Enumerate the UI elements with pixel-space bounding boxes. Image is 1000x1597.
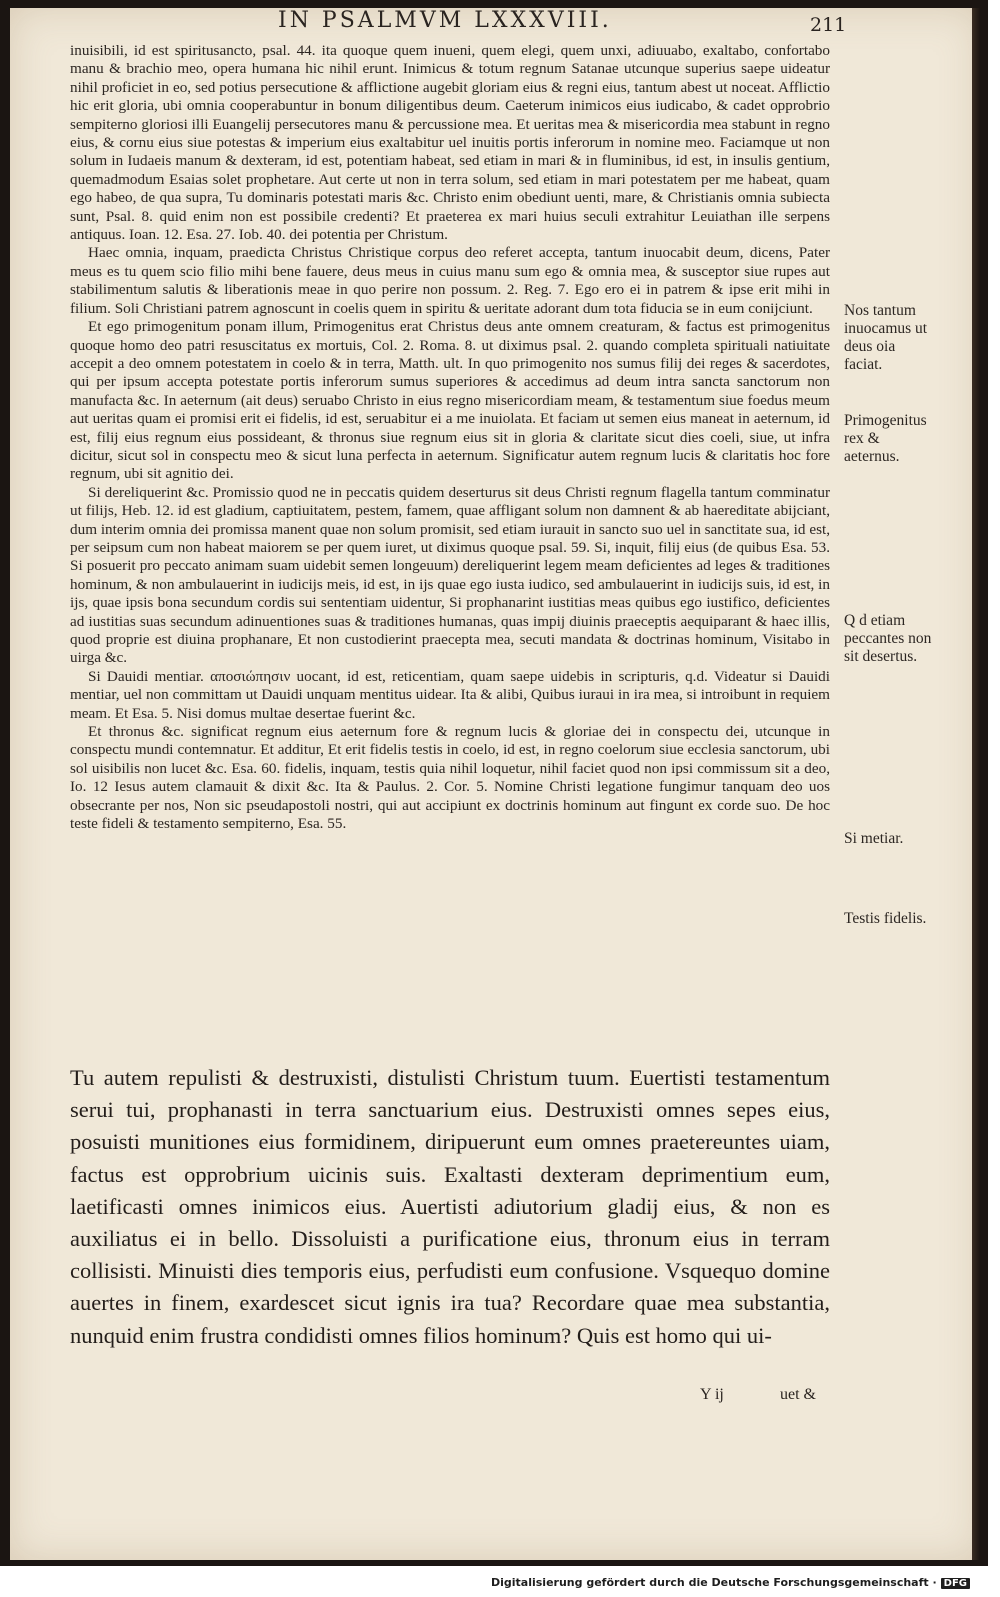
commentary-block [70, 42, 830, 833]
commentary-paragraph: inuisibili, id est spiritusancto, psal. 44. ita quoque quem inueni, quem elegi, quem unxi, adiuuabo, exaltabo, confortabo manu & brachio meo, opera humana hic nihil erunt. Inimicus & totum regnum Satanae utcunque superius saepe uideatur nihil proficiet in eo, sed potius persecutione & afflictione augebit gloriam eius & regni eius, tantum abest ut noceat. Afflictio hic erit gloria, ubi omnia cooperabuntur in bonum diligentibus deum. Caeterum inimicos eius iudicabo, & cadet opprobrio sempiterno gloriosi illi Euangelij persecutores manu & percussione mea. Et ueritas mea & misericordia mea stabunt in regno eius, & cornu eius siue potestas & imperium eius exaltabitur uel inuitis portis inferorum in nomine meo. Faciamque ut non solum in Iudaeis manum & dexteram, id est, potentiam habeat, sed etiam in mari & in fluminibus, id est, in insulis gentium, quemadmodum Esaias solet prophetare. Aut certe ut non in terra solum, sed etiam in mari potestatem per me habeat, quam ego habeo, de qua supra, Tu dominaris potestati maris &c. Christo enim obediunt uenti, mare, & Christianis omnia subiecta sunt, Psal. 8. quid enim non est possibile credenti? Et praeterea ex mari huius seculi extrahitur Leuiathan ille serpens antiquus. Ioan. 12. Esa. 27. Iob. 40. dei potentia per Christum. [70, 42, 830, 244]
commentary-paragraph: Et ego primogenitum ponam illum, Primogenitus erat Christus deus ante omnem creaturam, & factus est primogenitus quoque homo deo patri resuscitatus ex mortuis, Col. 2. Roma. 8. ut diximus psal. 2. quando completa spirituali natiuitate accepit a deo omnem potestatem in coelo & in terra, Matth. ult. In quo primogenito nos sumus filij dei reges & sacerdotes, qui per ipsum accepta potestate portis inferorum sumus superiores & accedimus ad deum intra sancta sanctorum non manufacta &c. In aeternum (ait deus) seruabo Christo in eius regno misericordiam meam, & testamentum siue foedus meum aut ueritas quam ei promisi erit ei fidelis, id est, seruabitur ei a me inuiolata. Et faciam ut semen eius maneat in aeternum, id est, filij eius regnum eius possideant, & thronus siue regnum eius sit in gloria & claritate sicut dies coeli, siue, ut infra dicitur, sicut sol in conspectu meo & sicut luna perfecta in aeternum. Significatur autem regnum lucis & claritatis hoc fore regnum, ubi sit agnitio dei. [70, 318, 830, 483]
page-edge [972, 8, 980, 1560]
running-head: IN PSALMVM LXXXVIII. [278, 8, 612, 30]
book-page [10, 8, 980, 1560]
digitization-credit [491, 1576, 970, 1589]
margin-note: Nos tantum inuocamus ut deus oia faciat. [844, 302, 928, 373]
margin-note: Primogenitus rex & aeternus. [844, 412, 927, 465]
margin-note: Testis fidelis. [844, 910, 927, 927]
dfg-logo: DFG [941, 1578, 970, 1589]
margin-note: Si metiar. [844, 830, 904, 847]
margin-note: Q d etiam peccantes non sit desertus. [844, 612, 932, 665]
psalm-text: Tu autem repulisti & destruxisti, distulisti Christum tuum. Euertisti testamentum serui tui, prophanasti in terra sanctuarium eius. Destruxisti omnes sepes eius, posuisti munitiones eius formidinem, diripuerunt eum omnes praetereuntes uiam, factus est opprobrium uicinis suis. Exaltasti dexteram deprimentium eum, laetificasti omnes inimicos eius. Auertisti adiutorium gladij eius, & non es auxiliatus ei in bello. Dissoluisti a purificatione eius, thronum eius in terram collisisti. Minuisti dies temporis eius, perfudisti eum confusione. Vsquequo domine auertes in finem, exardescet sicut ignis ira tua? Recordare quae mea substantia, nunquid enim frustra condidisti omnes filios hominum? Quis est homo qui ui- [70, 1065, 830, 1348]
credit-text: Digitalisierung gefördert durch die Deutsche Forschungsgemeinschaft · [490, 1576, 937, 1589]
commentary-paragraph: Haec omnia, inquam, praedicta Christus Christique corpus deo referet accepta, tantum inuocabit deum, dicens, Pater meus es tu quem scio filio mihi bene fauere, deus meus in cuius manu sum ego & omnia mea, & susceptor siue rupes aut stabilimentum salutis & liberationis meae in quo perire non possum. 2. Reg. 7. Ego ero ei in patrem & ipse erit mihi in filium. Soli Christiani patrem agnoscunt in coelis quem in spiritu & ueritate adorant dum tota fiducia se in eum conijciunt. [70, 244, 830, 317]
commentary-paragraph: Et thronus &c. significat regnum eius aeternum fore & regnum lucis & gloriae dei in conspectu dei, utcunque in conspectu mundi contemnatur. Et additur, Et erit fidelis testis in coelo, id est, in regno coelorum siue ecclesia sanctorum, ubi sol uisibilis non lucet &c. Esa. 60. fidelis, inquam, testis quia nihil loquetur, nihil faciet quod non ipsi commissum sit a deo, Io. 12 Iesus autem clamauit & dixit &c. Ita & Paulus. 2. Cor. 5. Nomine Christi legatione fungimur tanquam deo uos obsecrante per nos, Non sic pseudapostoli nostri, qui aut accipiunt ex doctrinis hominum aut fingunt ex corde suo. De hoc teste fideli & testamento sempiterno, Esa. 55. [70, 723, 830, 833]
catchword: uet & [780, 1386, 816, 1403]
page-number: 211 [810, 14, 847, 36]
signature-mark: Y ij [700, 1386, 724, 1403]
commentary-paragraph: Si Dauidi mentiar. αποσιώπησιν uocant, id est, reticentiam, quam saepe uidebis in scripturis, q.d. Videatur si Dauidi mentiar, uel non committam ut Dauidi unquam mentitus uidear. Ita & alibi, Quibus iuraui in ira mea, si introibunt in requiem meam. Et Esa. 5. Nisi domus multae desertae fuerint &c. [70, 667, 830, 722]
commentary-paragraph: Si dereliquerint &c. Promissio quod ne in peccatis quidem deserturus sit deus Christi regnum flagella tantum comminatur ut filijs, Heb. 12. id est gladium, captiuitatem, pestem, famem, quae affligant solum non damnent & ab haereditate abijciant, dum interim omnia dei promissa manent quae non solum promisit, sed etiam iurauit in sancto suo uel in sanctitate sua, id est, per seipsum cum non habeat maiorem se per quem iuret, ut diximus quoque psal. 59. Si, inquit, filij eius (de quibus Esa. 53. Si posuerit pro peccato animam suam uidebit semen longeuum) dereliquerint legem meam deficientes ad leges & traditiones hominum, & non ambulauerint in iudicijs meis, id est, in ijs quae ego iusta iudico, sed ambulauerint in iudicijs suis, id est, in ijs, quae ipsis bona secundum cordis sui sententiam uidentur, Si prophanarint iustitias meas quibus ego iustifico, deficientes ad iustitias suas secundum adinuentiones suas & traditiones humanas, quas impij diuinis praeceptis aequiparant & haec illis, quod proprie est diuina prophanare, Et non custodierint praecepta mea, secuti mandata & doctrinas hominum, Visitabo in uirga &c. [70, 483, 830, 667]
